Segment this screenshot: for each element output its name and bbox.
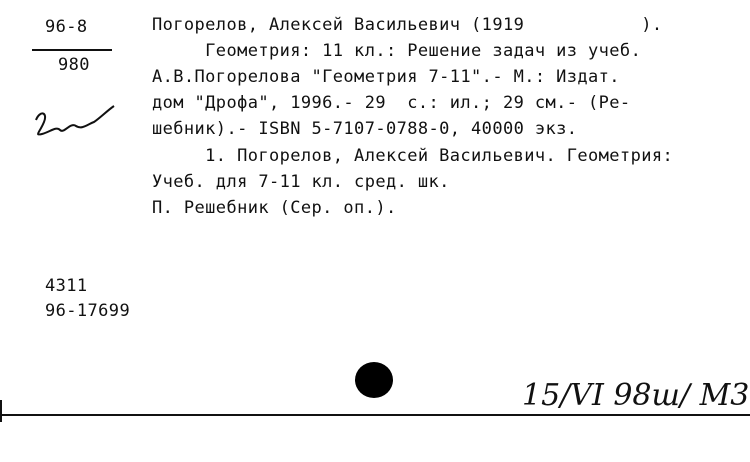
accession-number: 4311 xyxy=(45,276,88,296)
entry-line-1: Погорелов, Алексей Васильевич (1919 ). xyxy=(152,15,663,35)
entry-line-7: Учеб. для 7-11 кл. сред. шк. xyxy=(152,172,450,192)
entry-line-2: Геометрия: 11 кл.: Решение задач из учеб. xyxy=(152,41,642,61)
registration-number: 96-17699 xyxy=(45,301,131,321)
entry-line-6: 1. Погорелов, Алексей Васильевич. Геометрия: xyxy=(152,146,674,166)
index-underline xyxy=(32,49,112,51)
entry-line-3: А.В.Погорелова "Геометрия 7-11".- М.: Издат. xyxy=(152,67,620,87)
classification-index: 96-8 xyxy=(45,17,88,37)
classification-sub-index: 980 xyxy=(58,55,90,75)
entry-line-8: П. Решебник (Сер. оп.). xyxy=(152,198,397,218)
bottom-left-tick xyxy=(0,400,2,422)
ink-blot xyxy=(355,362,393,398)
handwritten-stamp: 15/VI 98ш/ М3 xyxy=(522,378,750,413)
bottom-rule xyxy=(0,414,750,416)
handwritten-mark-icon xyxy=(30,100,120,145)
entry-line-4: дом "Дрофа", 1996.- 29 с.: ил.; 29 см.- (Ре- xyxy=(152,93,631,113)
entry-line-5: шебник).- ISBN 5-7107-0788-0, 40000 экз. xyxy=(152,119,578,139)
